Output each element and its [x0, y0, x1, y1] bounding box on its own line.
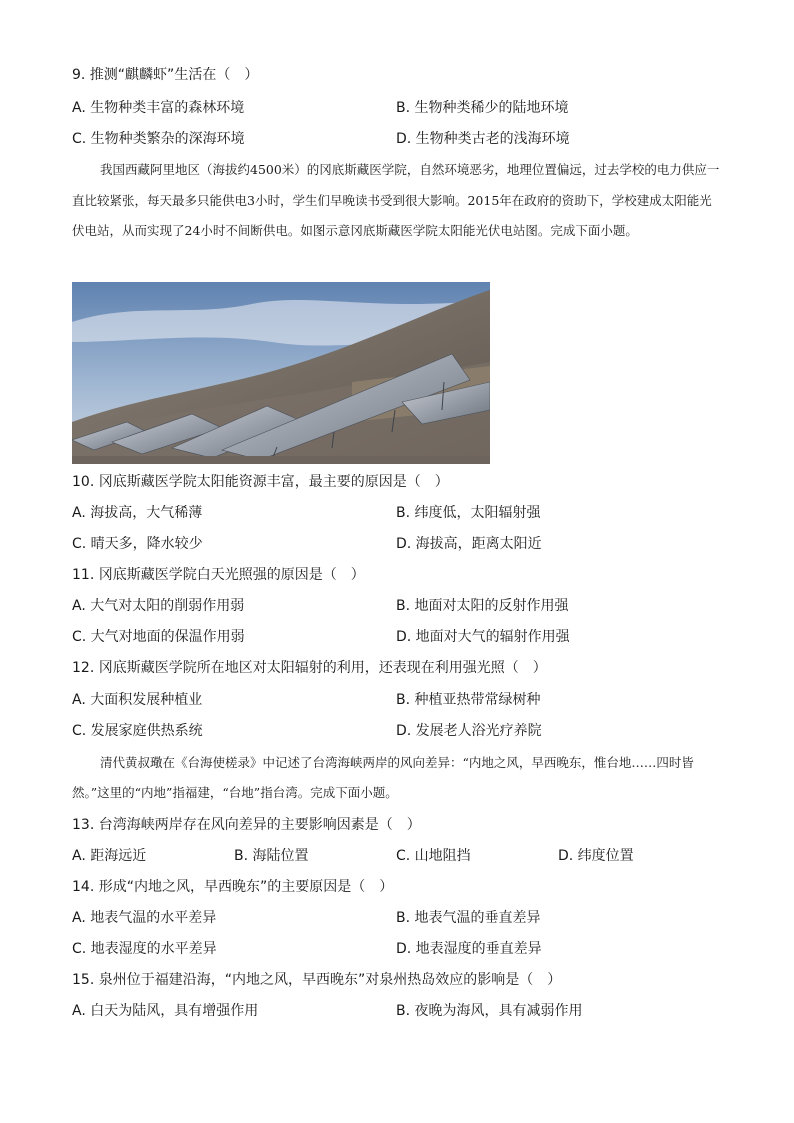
solar-station-photo — [72, 282, 490, 464]
question-13-option-c: C. 山地阻挡 — [396, 848, 471, 864]
question-11-option-c: C. 大气对地面的保温作用弱 — [72, 629, 245, 645]
question-13-option-a: A. 距海远近 — [72, 848, 147, 864]
passage-solar-station: 我国西藏阿里地区（海拔约4500米）的冈底斯藏医学院，自然环境恶劣，地理位置偏远，过去学校的电力供应一直比较紧张，每天最多只能供电3小时，学生们早晚读书受到很大影响。2015年在政府的资助下，学校建成太阳能光伏电站，从而实现了24小时不间断供电。如图示意冈底斯藏医学院太阳能光伏电站图。完成下面小题。 — [72, 162, 720, 238]
question-9-option-c: C. 生物种类繁杂的深海环境 — [72, 131, 245, 147]
question-12-option-b: B. 种植亚热带常绿树种 — [396, 692, 541, 708]
question-9-option-a: A. 生物种类丰富的森林环境 — [72, 100, 245, 116]
question-13-stem: 13. 台湾海峡两岸存在风向差异的主要影响因素是（ ） — [72, 817, 421, 833]
question-12-stem: 12. 冈底斯藏医学院所在地区对太阳辐射的利用，还表现在利用强光照（ ） — [72, 660, 547, 676]
question-15-stem: 15. 泉州位于福建沿海，“内地之风，早西晚东”对泉州热岛效应的影响是（ ） — [72, 972, 562, 988]
question-13-option-b: B. 海陆位置 — [234, 848, 309, 864]
question-12-option-d: D. 发展老人浴光疗养院 — [396, 723, 542, 739]
question-11-stem: 11. 冈底斯藏医学院白天光照强的原因是（ ） — [72, 567, 365, 583]
question-9-option-d: D. 生物种类古老的浅海环境 — [396, 131, 570, 147]
question-11-option-a: A. 大气对太阳的削弱作用弱 — [72, 598, 245, 614]
question-10-stem: 10. 冈底斯藏医学院太阳能资源丰富，最主要的原因是（ ） — [72, 474, 449, 490]
question-15-option-a: A. 白天为陆风，具有增强作用 — [72, 1003, 259, 1019]
question-10-option-d: D. 海拔高，距离太阳近 — [396, 536, 542, 552]
question-12-option-a: A. 大面积发展种植业 — [72, 692, 203, 708]
question-14-option-a: A. 地表气温的水平差异 — [72, 910, 217, 926]
question-9-option-b: B. 生物种类稀少的陆地环境 — [396, 100, 569, 116]
question-14-option-d: D. 地表湿度的垂直差异 — [396, 941, 542, 957]
question-15-option-b: B. 夜晚为海风，具有减弱作用 — [396, 1003, 583, 1019]
question-14-option-b: B. 地表气温的垂直差异 — [396, 910, 541, 926]
question-14-stem: 14. 形成“内地之风，早西晚东”的主要原因是（ ） — [72, 879, 394, 895]
question-11-option-d: D. 地面对大气的辐射作用强 — [396, 629, 570, 645]
question-10-option-c: C. 晴天多，降水较少 — [72, 536, 203, 552]
passage-taiwan-strait-wind: 清代黄叔璥在《台海使槎录》中记述了台湾海峡两岸的风向差异：“内地之风，早西晚东，惟台地……四时皆然。”这里的“内地”指福建，“台地”指台湾。完成下面小题。 — [72, 755, 694, 800]
question-11-option-b: B. 地面对太阳的反射作用强 — [396, 598, 569, 614]
question-12-option-c: C. 发展家庭供热系统 — [72, 723, 203, 739]
question-10-option-b: B. 纬度低，太阳辐射强 — [396, 505, 541, 521]
question-10-option-a: A. 海拔高，大气稀薄 — [72, 505, 203, 521]
question-13-option-d: D. 纬度位置 — [558, 848, 634, 864]
question-14-option-c: C. 地表湿度的水平差异 — [72, 941, 217, 957]
question-9-stem: 9. 推测“麒麟虾”生活在（ ） — [72, 67, 259, 83]
